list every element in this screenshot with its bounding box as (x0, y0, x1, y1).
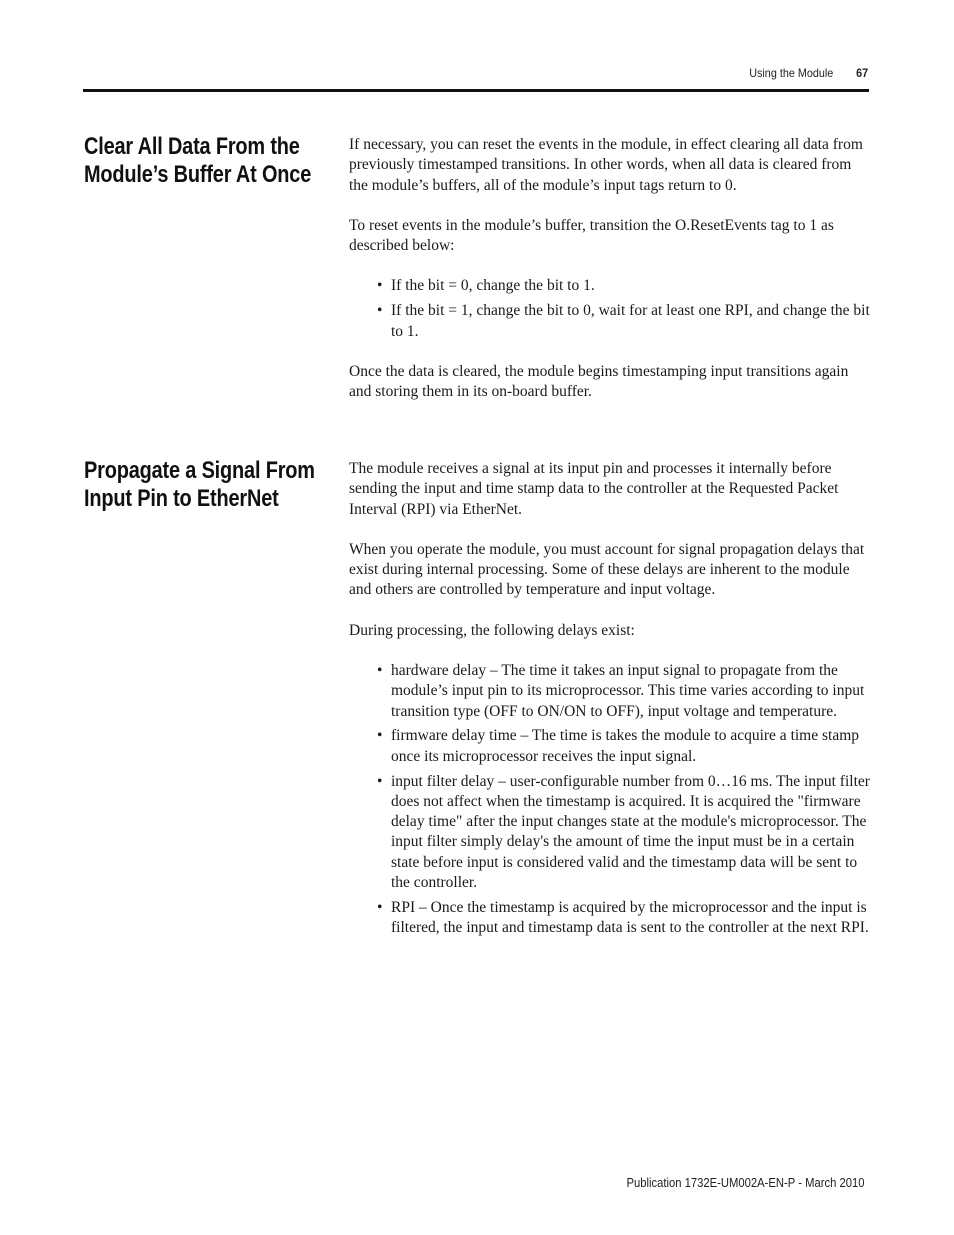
bullet-list (349, 276, 871, 341)
publication-footer: Publication 1732E-UM002A-EN-P - March 2010 (625, 1176, 864, 1190)
list-item: • RPI – Once the timestamp is acquired by the microprocessor and the input is filtered, the input and timestamp data is sent to the controller at the next RPI. (391, 898, 871, 939)
heading-line: Input Pin to EtherNet (84, 485, 279, 512)
list-item: • firmware delay time – The time is takes the module to acquire a time stamp once its microprocessor receives the input signal. (391, 726, 871, 767)
bullet-list (349, 661, 871, 938)
page-number: 67 (855, 66, 868, 80)
list-item: • If the bit = 0, change the bit to 1. (391, 276, 871, 296)
section-body-clear-data (349, 135, 871, 422)
paragraph: The module receives a signal at its input pin and processes it internally before sending the input and time stamp data to the controller at the Requested Packet Interval (RPI) via EtherNet. (349, 460, 839, 518)
list-item: • hardware delay – The time it takes an input signal to propagate from the module’s input pin to its microprocessor. This time varies according to input transition type (OFF to ON/ON to OFF), input voltage and temperature. (391, 661, 871, 722)
list-item: • If the bit = 1, change the bit to 0, wait for at least one RPI, and change the bit to 1. (391, 301, 871, 342)
paragraph: To reset events in the module’s buffer, transition the O.ResetEvents tag to 1 as described below: (349, 216, 834, 255)
running-header (749, 66, 868, 80)
paragraph: During processing, the following delays exist: (349, 621, 635, 639)
running-title: Using the Module (749, 66, 834, 80)
section-heading-propagate-signal (84, 457, 315, 513)
list-item: • input filter delay – user-configurable number from 0…16 ms. The input filter does not affect when the timestamp is acquired. It is acquired the "firmware delay time" after the input changes state at the module's microprocessor. The input filter simply delay's the amount of time the input must be in a certain state before input is considered valid and the timestamp data will be sent to the controller. (391, 772, 871, 894)
paragraph: When you operate the module, you must account for signal propagation delays that exist during internal processing. Some of these delays are inherent to the module and others are controlled by temperature and input voltage. (349, 540, 865, 599)
header-rule (83, 89, 869, 92)
section-body-propagate-signal (349, 459, 871, 958)
heading-line: Clear All Data From the (84, 133, 300, 160)
heading-line: Module’s Buffer At Once (84, 161, 312, 188)
paragraph: Once the data is cleared, the module begins timestamping input transitions again and storing them in its on-board buffer. (349, 362, 849, 401)
paragraph: If necessary, you can reset the events in the module, in effect clearing all data from previously timestamped transitions. In other words, when all data is cleared from the module’s buffers, all of the module’s input tags return to 0. (349, 136, 863, 194)
section-heading-clear-data (84, 133, 312, 189)
heading-line: Propagate a Signal From (84, 457, 315, 484)
